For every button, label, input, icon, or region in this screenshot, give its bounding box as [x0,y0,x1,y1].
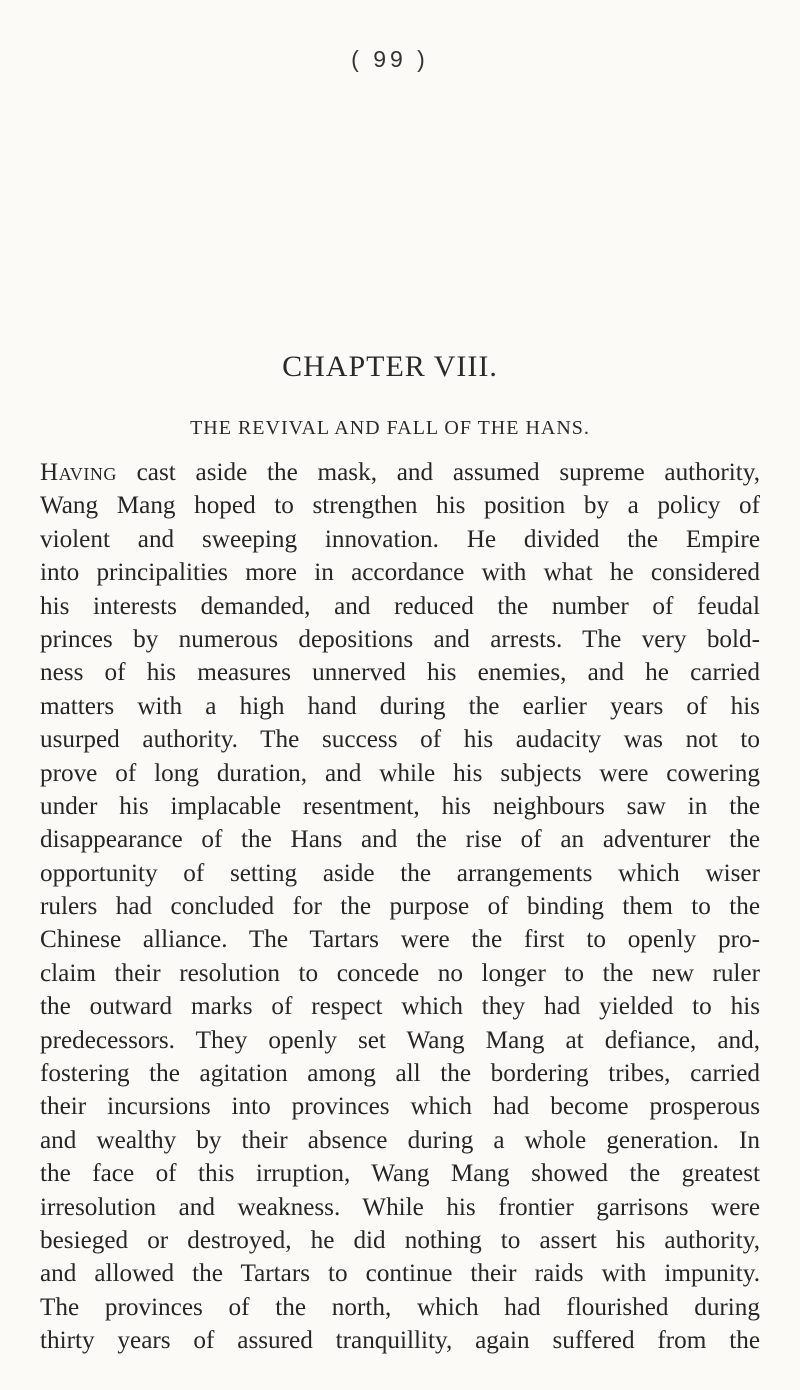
chapter-subtitle: THE REVIVAL AND FALL OF THE HANS. [190,417,590,439]
text-line-rest: cast aside the mask, and assumed supreme authority, [116,459,760,486]
text-line: besieged or destroyed, he did nothing to assert his authority, [40,1226,760,1254]
text-line: fostering the agitation among all the bordering tribes, carried [40,1060,760,1088]
chapter-title: CHAPTER VIII. [282,350,498,383]
text-line: rulers had concluded for the purpose of binding them to the [40,893,760,921]
text-line: claim their resolution to concede no longer to the new ruler [40,959,760,987]
text-line: prove of long duration, and while his subjects were cowering [40,759,760,787]
text-line: the outward marks of respect which they had yielded to his [40,993,760,1021]
text-line: into principalities more in accordance with what he considered [40,559,760,587]
text-line: usurped authority. The success of his audacity was not to [40,726,760,754]
text-line: Wang Mang hoped to strengthen his position by a policy of [40,492,760,520]
text-line: opportunity of setting aside the arrangements which wiser [40,859,760,887]
text-line: princes by numerous depositions and arrests. The very bold- [40,625,760,653]
text-line: and allowed the Tartars to continue their raids with impunity. [40,1260,760,1288]
text-line [40,456,760,489]
lead-word: Having [40,459,117,486]
text-line: Chinese alliance. The Tartars were the first to openly pro- [40,926,760,954]
text-line: thirty years of assured tranquillity, again suffered from the [40,1327,760,1355]
text-line: and wealthy by their absence during a whole generation. In [40,1126,760,1154]
text-line: his interests demanded, and reduced the number of feudal [40,592,760,620]
text-line: under his implacable resentment, his neighbours saw in the [40,792,760,820]
page-number: ( 99 ) [351,46,429,72]
text-line: ness of his measures unnerved his enemies, and he carried [40,659,760,687]
text-line: the face of this irruption, Wang Mang showed the greatest [40,1160,760,1188]
text-line: matters with a high hand during the earlier years of his [40,692,760,720]
body-paragraph [40,456,760,1358]
text-line: their incursions into provinces which had become prosperous [40,1093,760,1121]
text-line: violent and sweeping innovation. He divided the Empire [40,525,760,553]
text-line: irresolution and weakness. While his frontier garrisons were [40,1193,760,1221]
text-line: disappearance of the Hans and the rise of an adventurer the [40,826,760,854]
text-line: predecessors. They openly set Wang Mang at defiance, and, [40,1026,760,1054]
text-line: The provinces of the north, which had flourished during [40,1293,760,1321]
